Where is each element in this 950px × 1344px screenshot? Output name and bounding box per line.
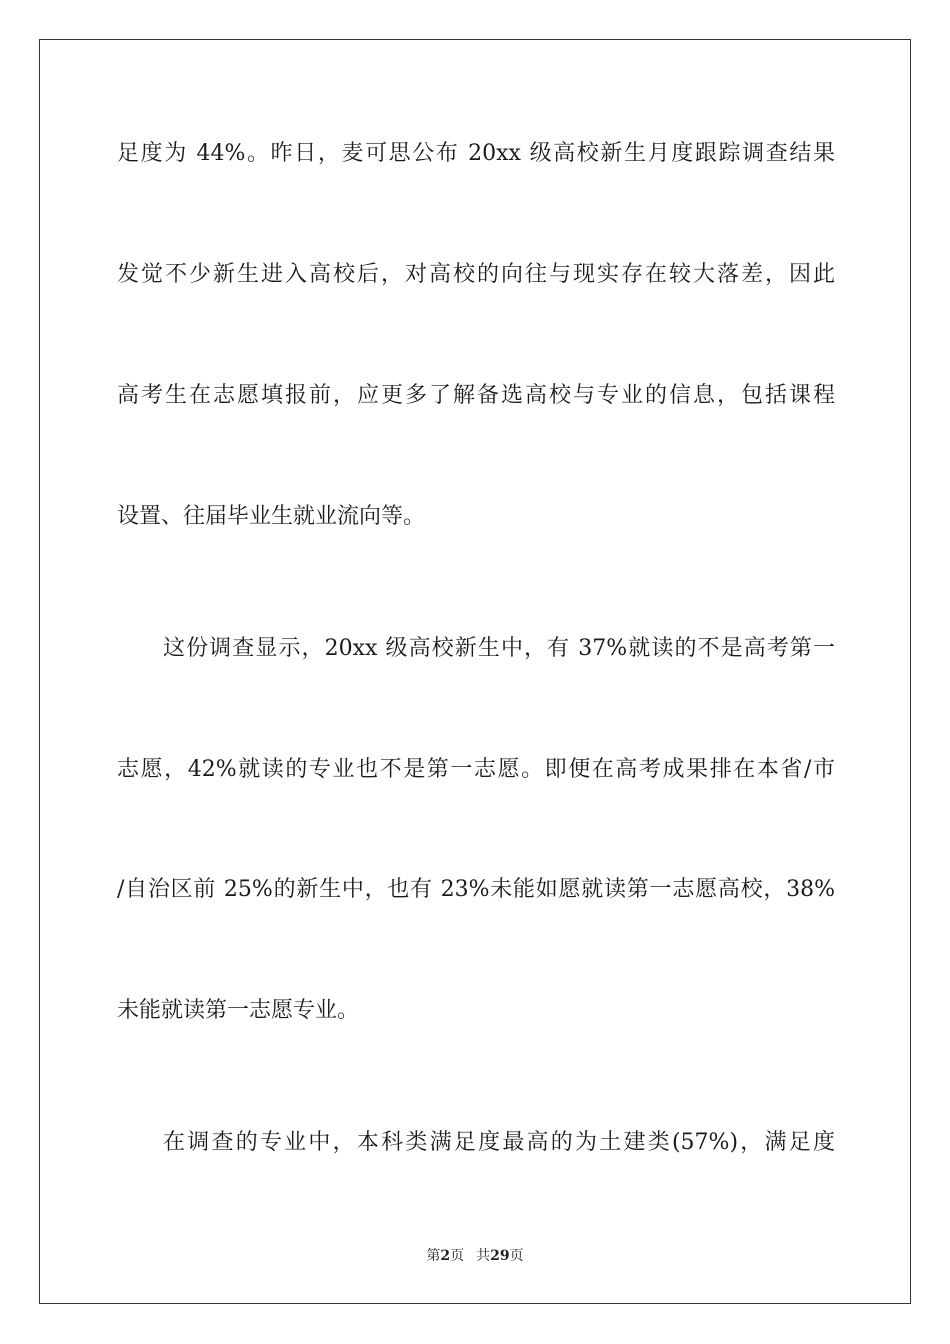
body-text-line: 未能就读第一志愿专业。 xyxy=(117,998,360,1023)
page-number: 2 xyxy=(440,1248,451,1264)
body-text-line: 发觉不少新生进入高校后，对高校的向往与现实存在较大落差，因此 xyxy=(117,262,835,287)
page-suffix: 页 xyxy=(450,1248,465,1264)
paragraph-first-line: 在调查的专业中，本科类满足度最高的为土建类(57%)，满足度 xyxy=(163,1130,835,1155)
paragraph-first-line: 这份调查显示，20xx 级高校新生中，有 37%就读的不是高考第一 xyxy=(163,636,835,661)
body-text-line: /自治区前 25%的新生中，也有 23%未能如愿就读第一志愿高校，38% xyxy=(117,877,835,902)
body-text-line: 高考生在志愿填报前，应更多了解备选高校与专业的信息，包括课程 xyxy=(117,383,835,408)
page-border xyxy=(39,39,911,1304)
body-text-line: 志愿，42%就读的专业也不是第一志愿。即便在高考成果排在本省/市 xyxy=(117,757,835,782)
body-text-line: 足度为 44%。昨日，麦可思公布 20xx 级高校新生月度跟踪调查结果 xyxy=(117,141,835,166)
page-footer xyxy=(0,1246,950,1266)
body-text-line: 设置、往届毕业生就业流向等。 xyxy=(117,504,426,529)
total-suffix: 页 xyxy=(509,1248,524,1264)
total-pages: 29 xyxy=(490,1248,510,1264)
total-prefix: 共 xyxy=(476,1248,491,1264)
page-prefix: 第 xyxy=(426,1248,441,1264)
